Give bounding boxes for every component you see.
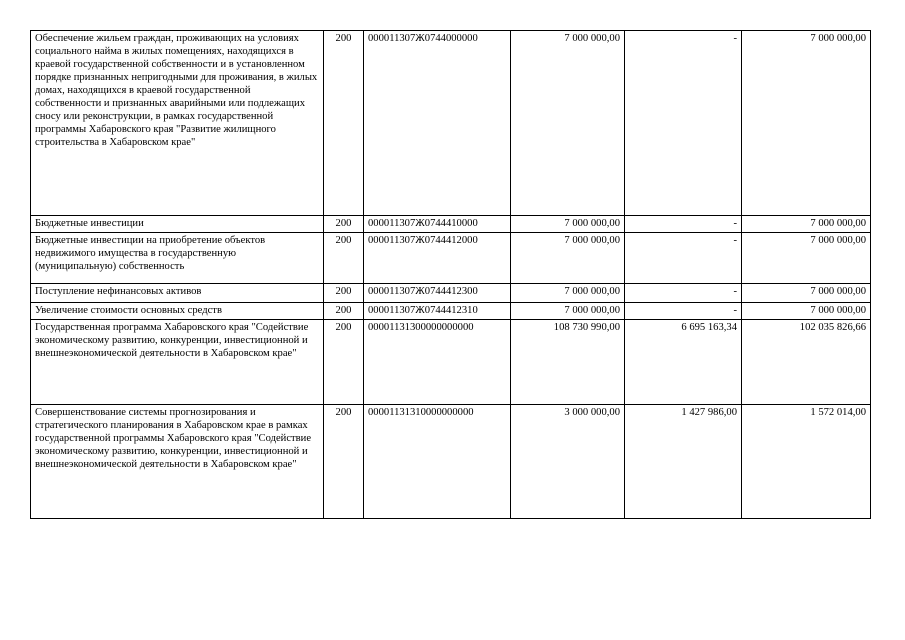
expense-name-cell: Совершенствование системы прогнозирования и стратегического планирования в Хабаровском крае в рамках государственной программы Хабаровского края "Содействие экономическому развитию, конкуренции, инвестиционной и внешнеэкономической деятельности в Хабаровском крае" <box>31 405 324 519</box>
expense-name-cell: Поступление нефинансовых активов <box>31 284 324 303</box>
budget-classification-code-cell: 00001131300000000000 <box>364 320 511 405</box>
line-code-cell: 200 <box>324 405 364 519</box>
line-code-cell: 200 <box>324 233 364 284</box>
line-code-cell: 200 <box>324 303 364 320</box>
budget-classification-code-cell: 000011307Ж0744412310 <box>364 303 511 320</box>
table-row <box>31 303 871 320</box>
unexecuted-amount-cell: 7 000 000,00 <box>742 216 871 233</box>
unexecuted-amount-cell: 7 000 000,00 <box>742 233 871 284</box>
executed-amount-cell: - <box>625 216 742 233</box>
executed-amount-cell: 1 427 986,00 <box>625 405 742 519</box>
budget-classification-code-cell: 000011307Ж0744000000 <box>364 31 511 216</box>
approved-amount-cell: 3 000 000,00 <box>511 405 625 519</box>
table-row <box>31 284 871 303</box>
table-row <box>31 320 871 405</box>
table-row <box>31 31 871 216</box>
budget-classification-code-cell: 000011307Ж0744412300 <box>364 284 511 303</box>
approved-amount-cell: 108 730 990,00 <box>511 320 625 405</box>
budget-classification-code-cell: 000011307Ж0744410000 <box>364 216 511 233</box>
expense-name-cell: Бюджетные инвестиции <box>31 216 324 233</box>
budget-classification-code-cell: 00001131310000000000 <box>364 405 511 519</box>
unexecuted-amount-cell: 1 572 014,00 <box>742 405 871 519</box>
executed-amount-cell: 6 695 163,34 <box>625 320 742 405</box>
approved-amount-cell: 7 000 000,00 <box>511 233 625 284</box>
approved-amount-cell: 7 000 000,00 <box>511 303 625 320</box>
executed-amount-cell: - <box>625 233 742 284</box>
table-row <box>31 233 871 284</box>
approved-amount-cell: 7 000 000,00 <box>511 216 625 233</box>
executed-amount-cell: - <box>625 303 742 320</box>
expense-name-cell: Увеличение стоимости основных средств <box>31 303 324 320</box>
line-code-cell: 200 <box>324 284 364 303</box>
table-row <box>31 216 871 233</box>
approved-amount-cell: 7 000 000,00 <box>511 284 625 303</box>
expense-name-cell: Бюджетные инвестиции на приобретение объектов недвижимого имущества в государственную (муниципальную) собственность <box>31 233 324 284</box>
budget-classification-code-cell: 000011307Ж0744412000 <box>364 233 511 284</box>
table-row <box>31 405 871 519</box>
line-code-cell: 200 <box>324 320 364 405</box>
executed-amount-cell: - <box>625 31 742 216</box>
line-code-cell: 200 <box>324 31 364 216</box>
unexecuted-amount-cell: 7 000 000,00 <box>742 284 871 303</box>
approved-amount-cell: 7 000 000,00 <box>511 31 625 216</box>
unexecuted-amount-cell: 7 000 000,00 <box>742 31 871 216</box>
expense-name-cell: Государственная программа Хабаровского края "Содействие экономическому развитию, конкуренции, инвестиционной и внешнеэкономической деятельности в Хабаровском крае" <box>31 320 324 405</box>
executed-amount-cell: - <box>625 284 742 303</box>
line-code-cell: 200 <box>324 216 364 233</box>
expense-name-cell: Обеспечение жильем граждан, проживающих на условиях социального найма в жилых помещениях, находящихся в краевой государственной собственности и в установленном порядке признанных непригодными для проживания, в жилых домах, находящихся в краевой государственной собственности и признанных аварийными или подлежащих сносу или реконструкции, в рамках государственной программы Хабаровского края "Развитие жилищного строительства в Хабаровском крае" <box>31 31 324 216</box>
unexecuted-amount-cell: 102 035 826,66 <box>742 320 871 405</box>
budget-execution-table <box>30 30 871 519</box>
unexecuted-amount-cell: 7 000 000,00 <box>742 303 871 320</box>
